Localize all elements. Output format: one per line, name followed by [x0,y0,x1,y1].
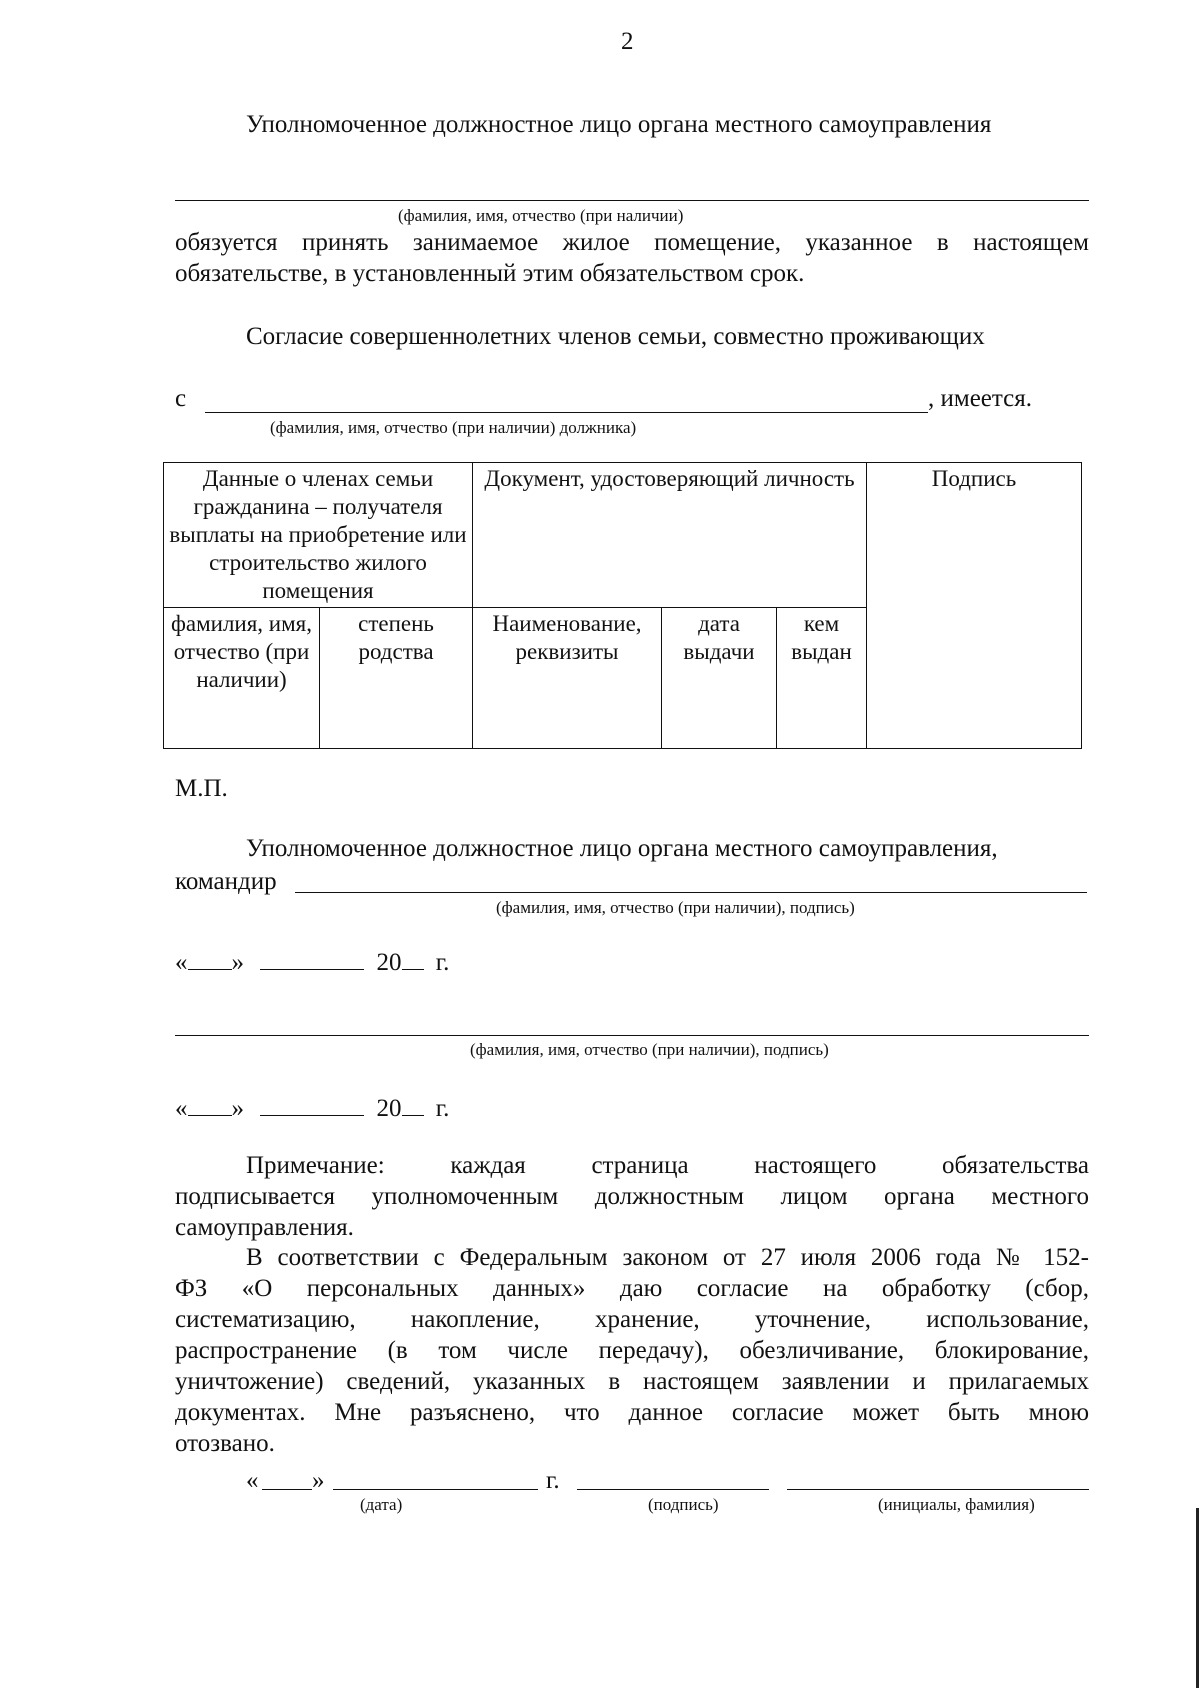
header-identity-document: Документ, удостоверяющий личность [473,463,867,608]
date-line-1 [175,945,449,978]
second-signature-line [175,1035,1089,1036]
family-consent-heading: Согласие совершеннолетних членов семьи, совместно проживающих [246,323,985,350]
quote-close: » [231,949,244,976]
commander-signature-line [295,892,1087,893]
personal-data-line-4: распространение (в том числе передачу), обезличивание, блокирование, [175,1337,1089,1364]
subheader-fio: фамилия, имя, отчество (при наличии) [164,608,320,749]
personal-data-line-5: уничтожение) сведений, указанных в настоящем заявлении и прилагаемых [175,1368,1089,1395]
quote-open: « [175,1095,188,1122]
subheader-issued-by: кем выдан [777,608,867,749]
quote-open: « [175,949,188,976]
commander-heading: Уполномоченное должностное лицо органа местного самоуправления, [246,835,998,862]
obligation-text-line-2: обязательстве, в установленный этим обязательством срок. [175,260,805,287]
final-date-line [333,1489,538,1490]
family-consent-suffix: , имеется. [928,385,1032,412]
note-word: обязательства [942,1152,1089,1179]
personal-data-line-1: В соответствии с Федеральным законом от 27 июля 2006 года № 152- [246,1244,1089,1271]
note-line-1 [246,1150,1089,1181]
debtor-name-line [205,412,928,413]
personal-data-line-7: отозвано. [175,1430,275,1457]
obligation-text-line-1: обязуется принять занимаемое жилое помещение, указанное в настоящем [175,229,1089,256]
note-word: Примечание: [246,1152,385,1179]
caption-date: (дата) [360,1495,403,1514]
page-number: 2 [621,28,634,55]
commander-caption: (фамилия, имя, отчество (при наличии), подпись) [496,898,855,917]
year-prefix: 20 [376,949,402,976]
subheader-document-name: Наименование, реквизиты [473,608,662,749]
final-quote-close: » [312,1467,325,1494]
stamp-place: М.П. [175,775,228,802]
final-name-line [787,1489,1089,1490]
personal-data-line-6: документах. Мне разъяснено, что данное согласие может быть мною [175,1399,1089,1426]
final-year-suffix: г. [546,1467,560,1494]
commander-label: командир [175,868,277,895]
scan-edge [1196,1508,1199,1688]
note-word: страница [591,1152,689,1179]
debtor-caption: (фамилия, имя, отчество (при наличии) должника) [270,418,637,437]
personal-data-line-3: систематизацию, накопление, хранение, уточнение, использование, [175,1306,1089,1333]
subheader-issue-date: дата выдачи [662,608,777,749]
fio-signature-line [175,200,1089,201]
header-signature: Подпись [867,463,1082,749]
year-prefix: 20 [376,1095,402,1122]
note-word: каждая [450,1152,526,1179]
family-consent-prefix: с [175,385,187,412]
year-suffix: г. [435,1095,450,1122]
family-members-table [163,462,1082,749]
personal-data-line-2: ФЗ «О персональных данных» даю согласие на обработку (сбор, [175,1275,1089,1302]
note-line-3: самоуправления. [175,1214,354,1241]
quote-close: » [231,1095,244,1122]
note-word: настоящего [754,1152,877,1179]
table-header-row [164,463,1082,608]
date-line-2 [175,1091,449,1124]
header-family-data: Данные о членах семьи гражданина – получателя выплаты на приобретение или строительство жилого помещения [164,463,473,608]
second-signature-caption: (фамилия, имя, отчество (при наличии), подпись) [470,1040,829,1059]
caption-signature: (подпись) [648,1495,719,1514]
authorized-person-heading: Уполномоченное должностное лицо органа местного самоуправления [246,111,992,138]
note-line-2: подписывается уполномоченным должностным лицом органа местного [175,1183,1089,1210]
year-suffix: г. [435,949,450,976]
fio-caption: (фамилия, имя, отчество (при наличии) [398,206,684,225]
subheader-relation: степень родства [320,608,473,749]
final-quote-open: « [246,1467,259,1494]
final-day-line [262,1489,312,1490]
final-sign-line [577,1489,769,1490]
caption-initials-surname: (инициалы, фамилия) [878,1495,1035,1514]
